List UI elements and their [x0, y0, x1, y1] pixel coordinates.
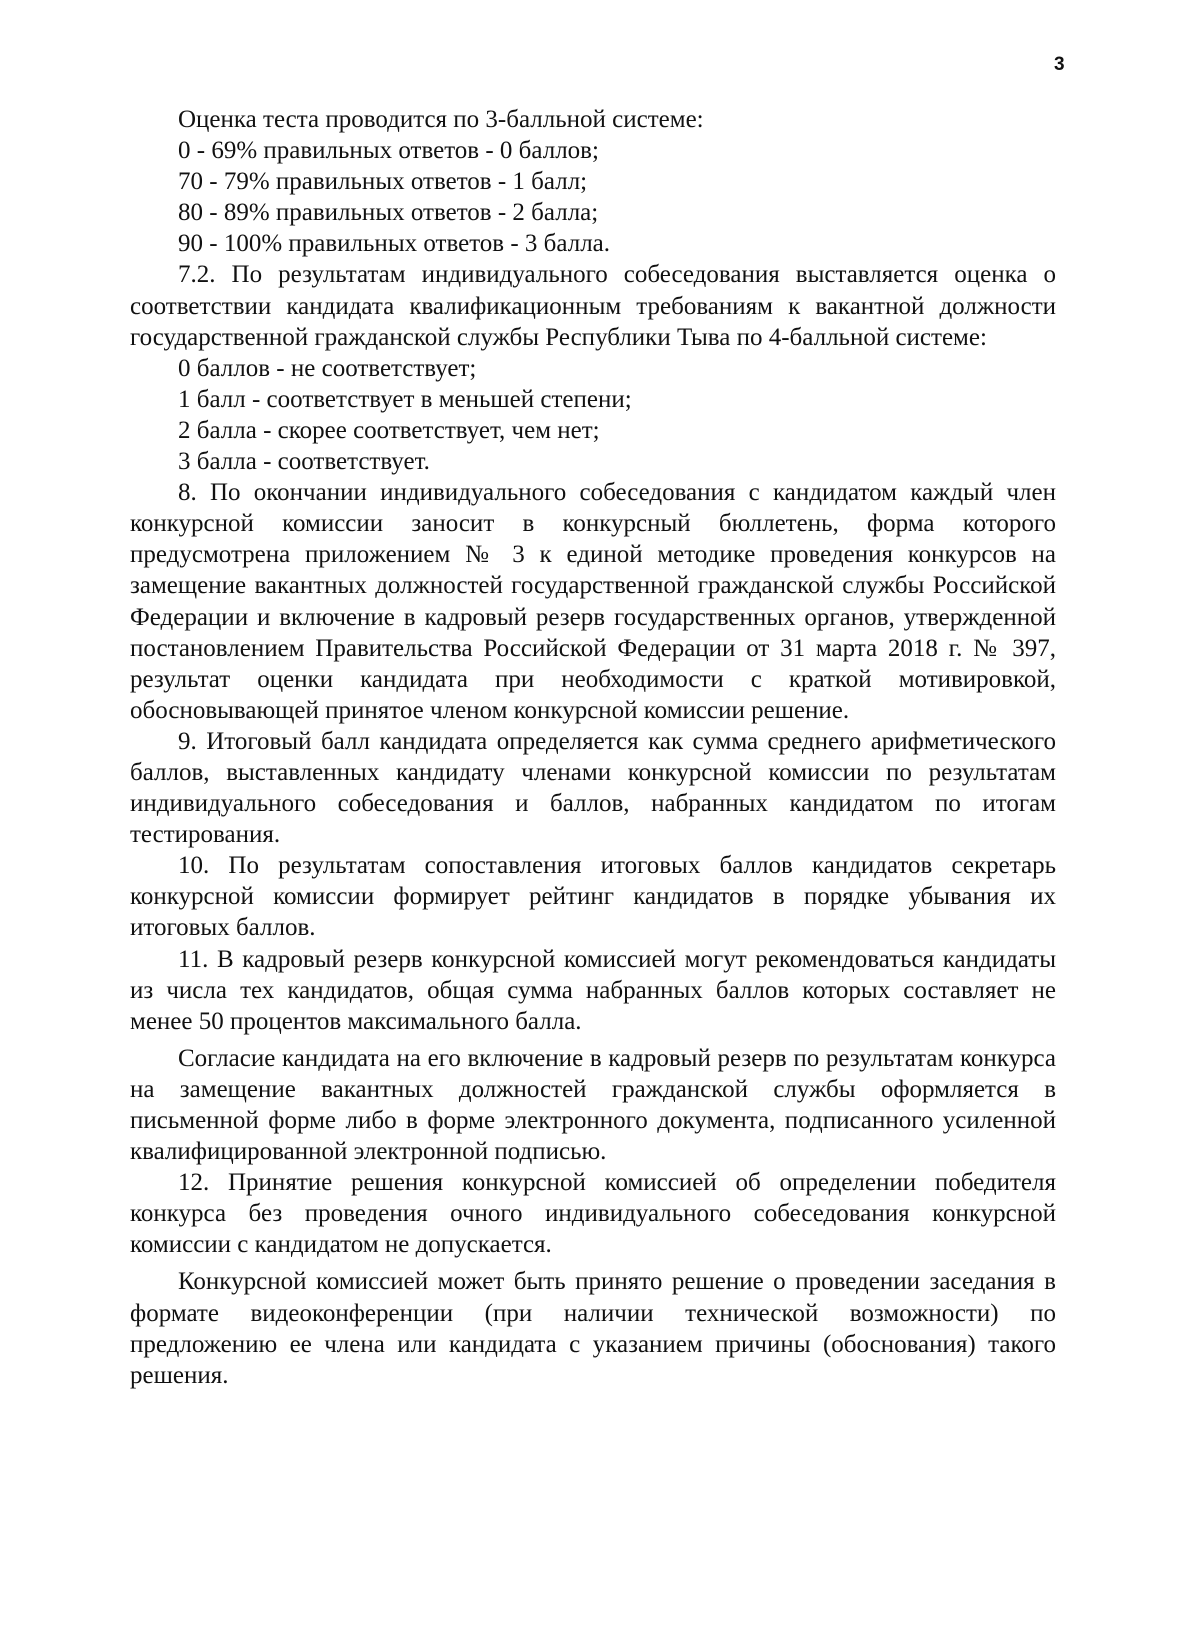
test-score-0: 0 - 69% правильных ответов - 0 баллов;: [178, 137, 599, 165]
clause-10: 10. По результатам сопоставления итоговых баллов кандидатов секретарь конкурсной комиссии формирует рейтинг кандидатов в порядке убывания их итоговых баллов.: [130, 852, 1056, 942]
clause-9: 9. Итоговый балл кандидата определяется как сумма среднего арифметического баллов, выставленных кандидату членами конкурсной комиссии по результатам индивидуального собеседования и баллов, набранных кандидатом по итогам тестирования.: [130, 727, 1056, 849]
test-scoring-intro: Оценка теста проводится по 3-балльной системе:: [178, 106, 704, 133]
interview-score-0: 0 баллов - не соответствует;: [178, 354, 477, 382]
test-score-3: 90 - 100% правильных ответов - 3 балла.: [178, 230, 611, 258]
test-score-1: 70 - 79% правильных ответов - 1 балл;: [178, 168, 588, 196]
interview-score-1: 1 балл - соответствует в меньшей степени;: [178, 385, 632, 413]
test-score-2: 80 - 89% правильных ответов - 2 балла;: [178, 199, 599, 227]
clause-7-2: 7.2. По результатам индивидуального собеседования выставляется оценка о соответствии кандидата квалификационным требованиям к вакантной должности государственной гражданской службы Республики Тыва по 4-балльной системе:: [130, 261, 1056, 351]
document-body: [130, 104, 1056, 1391]
clause-8: 8. По окончании индивидуального собеседования с кандидатом каждый член конкурсной комиссии заносит в конкурсный бюллетень, форма которого предусмотрена приложением № 3 к единой методике проведения конкурсов на замещение вакантных должностей государственной гражданской службы Российской Федерации и включение в кадровый резерв государственных органов, утвержденной постановлением Правительства Российской Федерации от 31 марта 2018 г. № 397, результат оценки кандидата при необходимости с краткой мотивировкой, обосновывающей принятое членом конкурсной комиссии решение.: [130, 479, 1056, 724]
clause-11-consent: Согласие кандидата на его включение в кадровый резерв по результатам конкурса на замещение вакантных должностей гражданской службы оформляется в письменной форме либо в форме электронного документа, подписанного усиленной квалифицированной электронной подписью.: [130, 1044, 1056, 1166]
clause-12: 12. Принятие решения конкурсной комиссией об определении победителя конкурса без проведения очного индивидуального собеседования конкурсной комиссии с кандидатом не допускается.: [130, 1169, 1056, 1259]
interview-score-2: 2 балла - скорее соответствует, чем нет;: [178, 416, 600, 444]
clause-11: 11. В кадровый резерв конкурсной комиссией могут рекомендоваться кандидаты из числа тех кандидатов, общая сумма набранных баллов которых составляет не менее 50 процентов максимального балла.: [130, 945, 1056, 1035]
clause-12-videoconference: Конкурсной комиссией может быть принято решение о проведении заседания в формате видеоконференции (при наличии технической возможности) по предложению ее члена или кандидата с указанием причины (обоснования) такого решения.: [130, 1268, 1056, 1389]
page-number: 3: [1054, 54, 1065, 75]
interview-score-3: 3 балла - соответствует.: [178, 448, 430, 476]
